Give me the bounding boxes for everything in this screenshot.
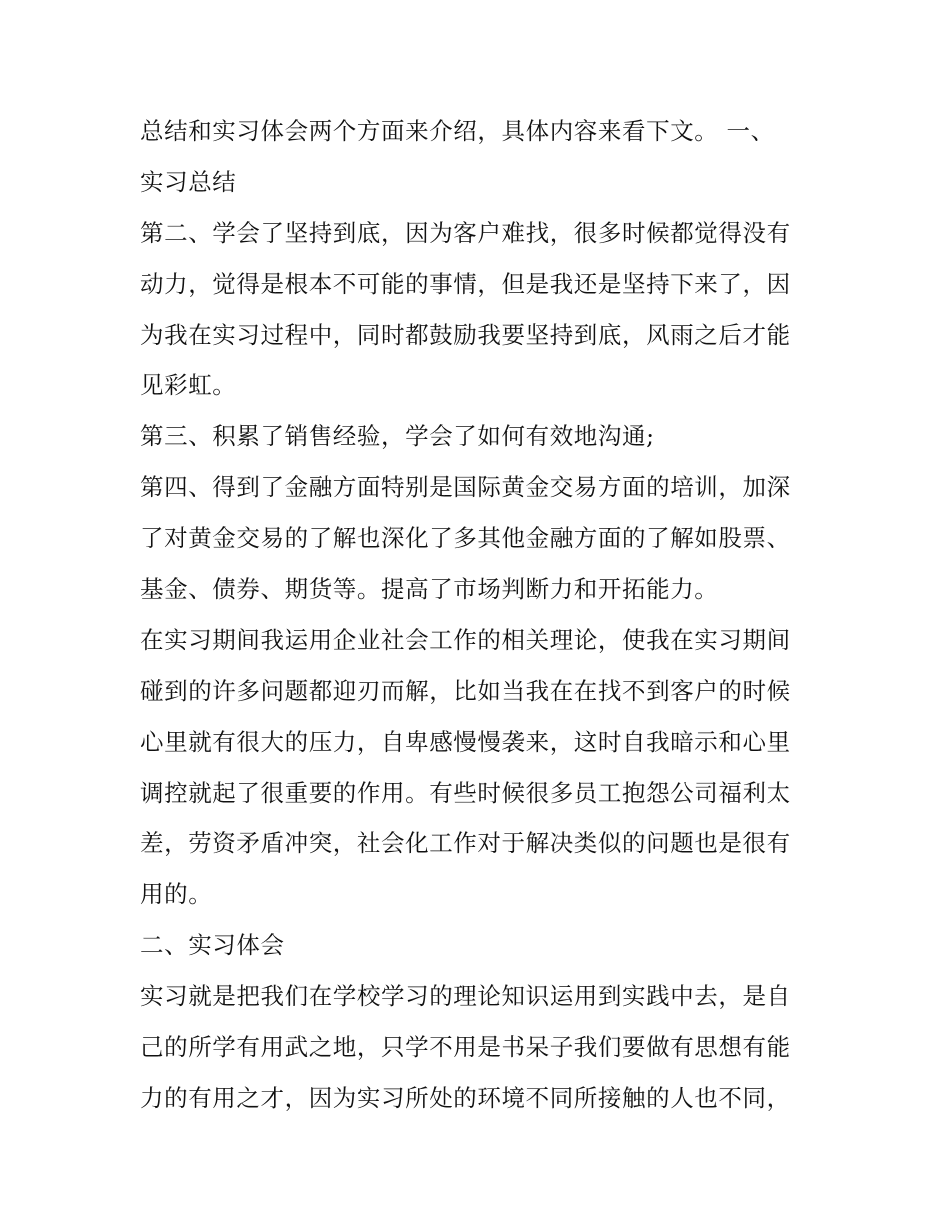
text-line: 总结和实习体会两个方面来介绍，具体内容来看下文。 一、 [140,117,775,145]
text-line: 碰到的许多问题都迎刃而解，比如当我在在找不到客户的时候 [140,676,791,705]
text-line: 第二、学会了坚持到底，因为客户难找，很多时候都觉得没有 [140,218,791,247]
body-text [140,106,820,1124]
text-line: 第四、得到了金融方面特别是国际黄金交易方面的培训，加深 [140,473,791,502]
section-heading-experience: 二、实习体会 [140,931,285,960]
text-line: 为我在实习过程中，同时都鼓励我要坚持到底，风雨之后才能 [140,320,791,349]
text-line: 用的。 [140,880,213,909]
text-line: 见彩虹。 [140,371,237,400]
text-line: 动力，觉得是根本不可能的事情，但是我还是坚持下来了，因 [140,269,791,298]
text-line: 第三、积累了销售经验，学会了如何有效地沟通; [140,422,655,451]
text-line: 了对黄金交易的了解也深化了多其他金融方面的了解如股票、 [140,524,791,553]
text-line: 调控就起了很重要的作用。有些时候很多员工抱怨公司福利太 [140,778,791,807]
text-line: 力的有用之才，因为实习所处的环境不同所接触的人也不同， [140,1083,791,1112]
section-heading-summary: 实习总结 [140,167,237,196]
text-line: 基金、债券、期货等。提高了市场判断力和开拓能力。 [140,575,719,604]
text-line: 在实习期间我运用企业社会工作的相关理论，使我在实习期间 [140,625,791,654]
text-line: 己的所学有用武之地，只学不用是书呆子我们要做有思想有能 [140,1033,791,1062]
text-line: 差，劳资矛盾冲突，社会化工作对于解决类似的问题也是很有 [140,829,791,858]
text-line: 心里就有很大的压力，自卑感慢慢袭来，这时自我暗示和心里 [140,727,791,756]
text-line: 实习就是把我们在学校学习的理论知识运用到实践中去，是自 [140,982,791,1011]
